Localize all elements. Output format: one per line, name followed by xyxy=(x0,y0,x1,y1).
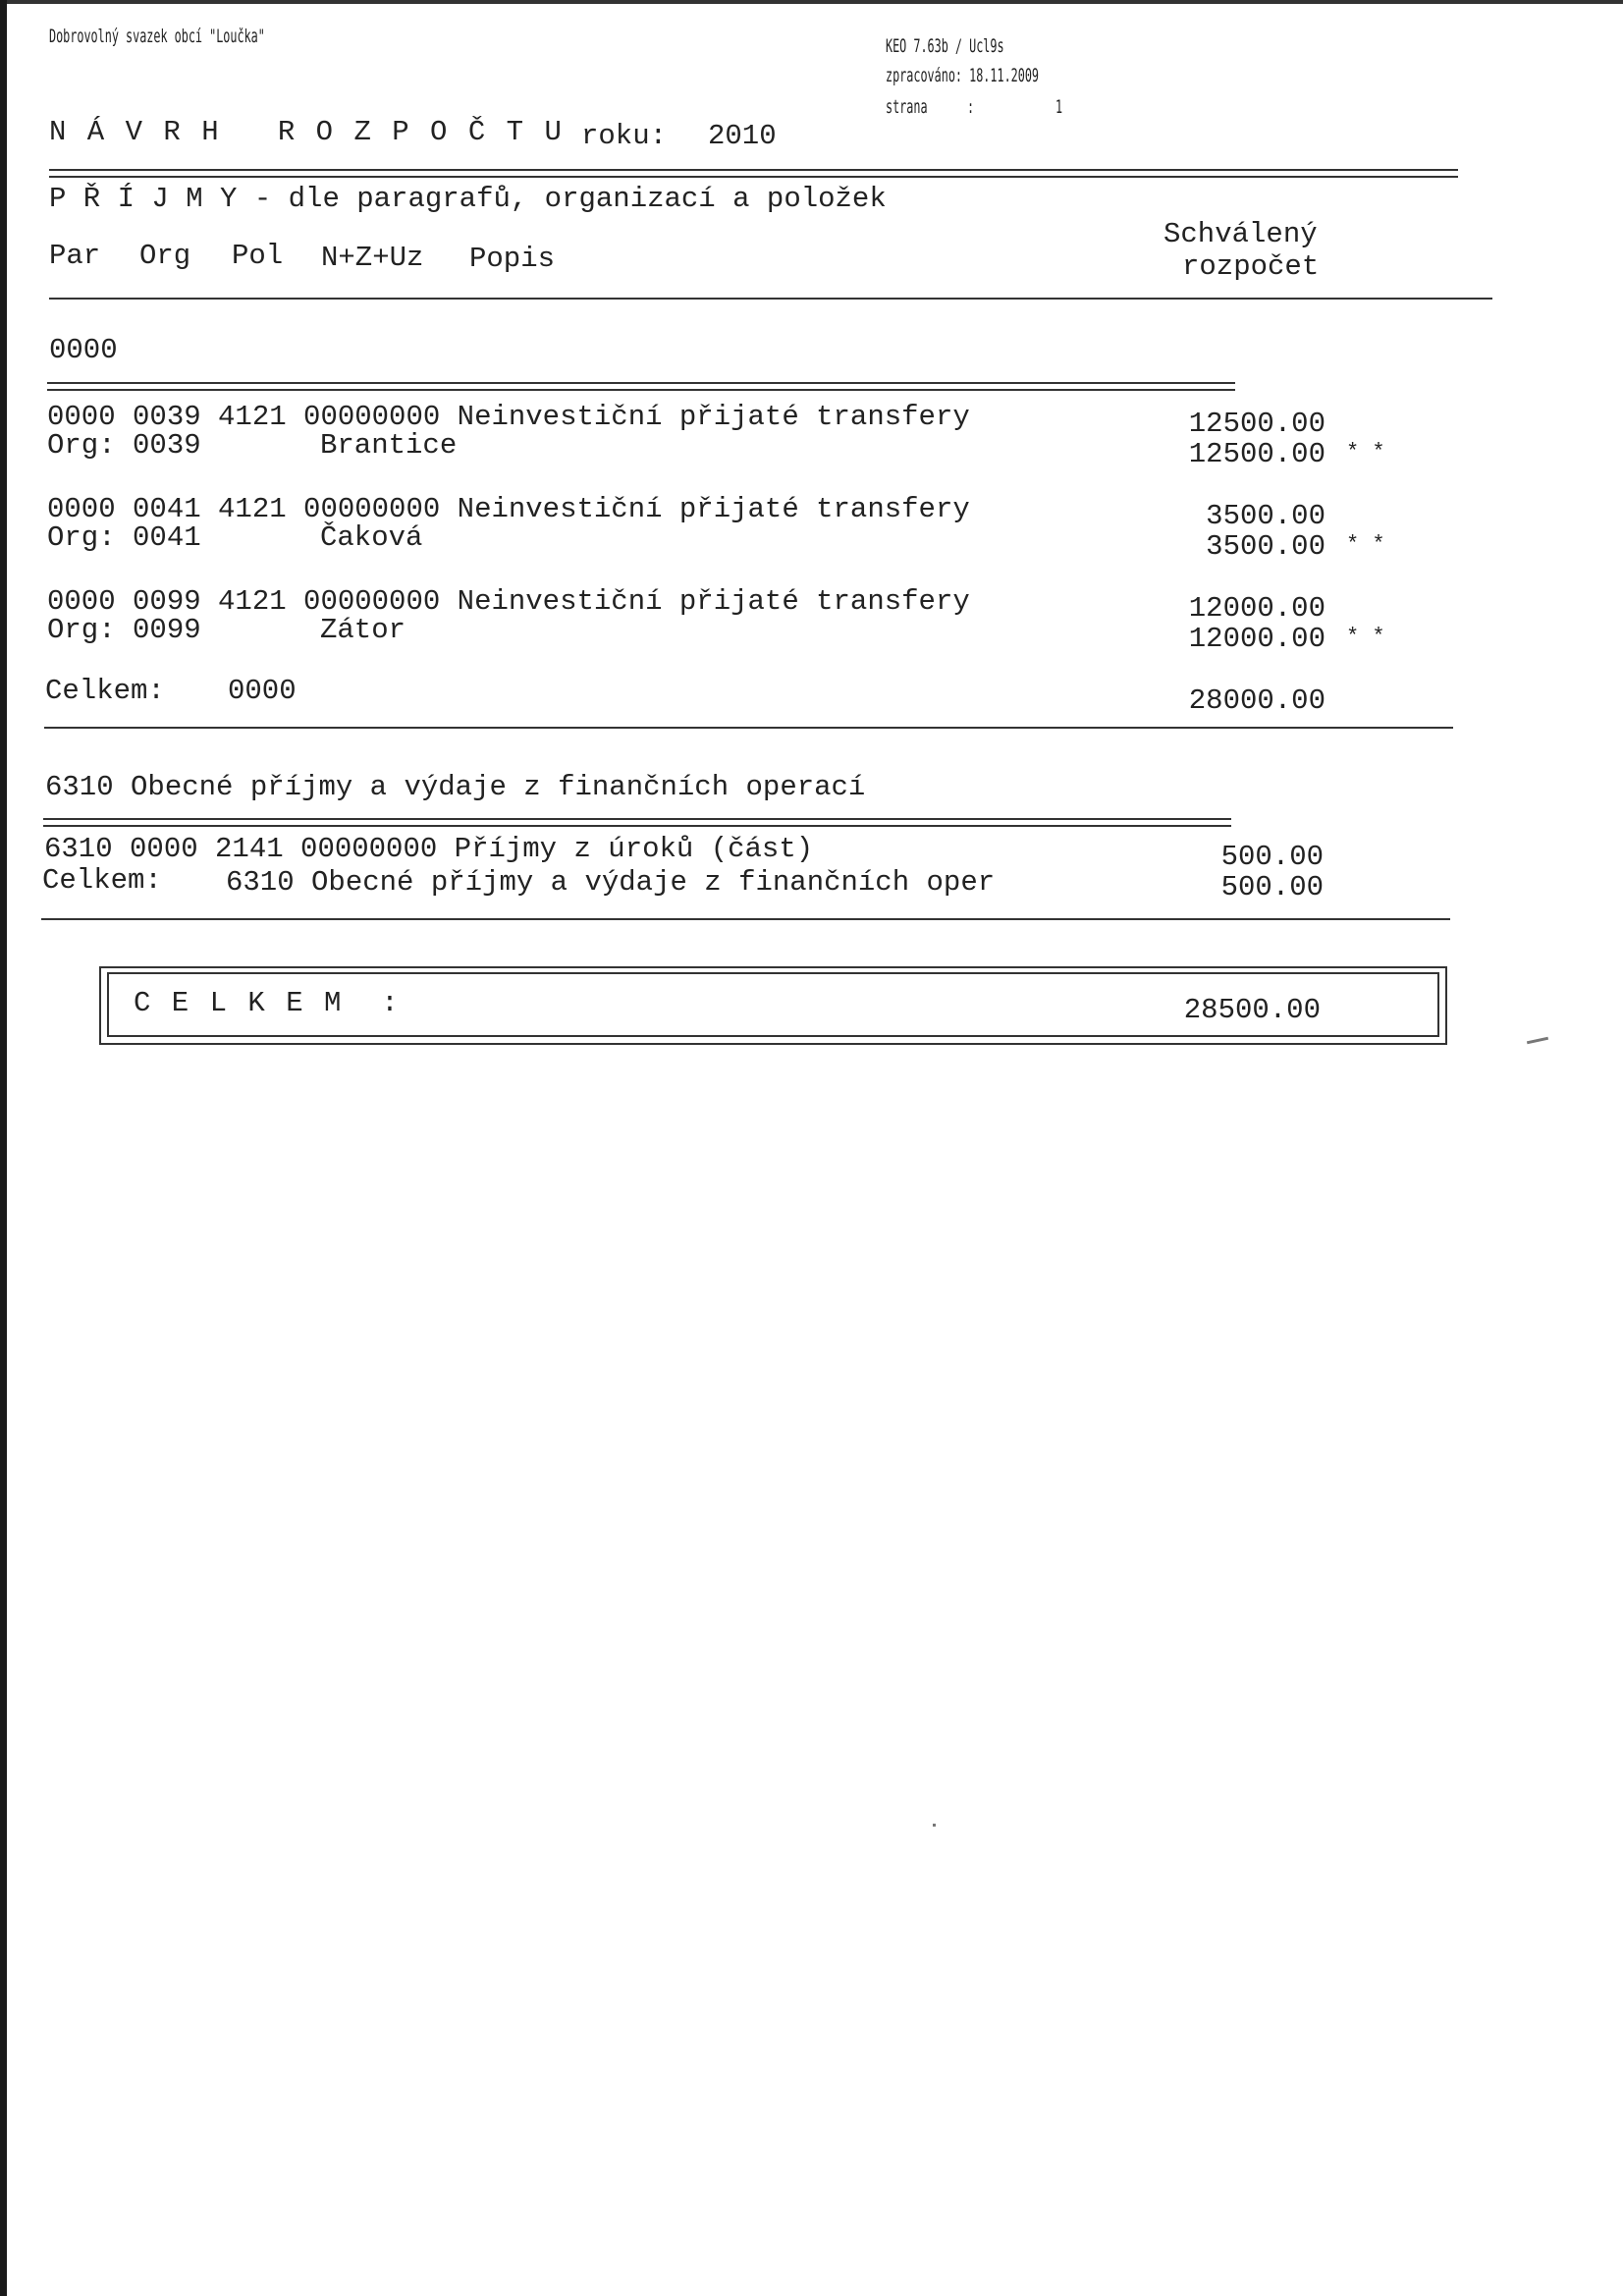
org-subtotal: 12000.00 xyxy=(1188,623,1325,655)
org-name: Čaková xyxy=(320,521,423,554)
budget-year: 2010 xyxy=(708,120,777,152)
page-title: N Á V R H R O Z P O Č T U xyxy=(49,116,564,148)
group-total-label: Celkem: xyxy=(42,864,162,897)
col-org: Org xyxy=(139,240,191,272)
page-number: 1 xyxy=(1055,96,1063,118)
page-separator: : xyxy=(967,96,975,118)
col-popis: Popis xyxy=(469,243,556,275)
grand-total-value: 28500.00 xyxy=(1183,994,1321,1026)
line-amount: 12000.00 xyxy=(1188,592,1325,625)
subtotal-marks: * * xyxy=(1346,625,1385,649)
group-heading: 0000 xyxy=(49,334,118,366)
line-amount: 12500.00 xyxy=(1188,408,1325,440)
header-divider xyxy=(49,169,1458,178)
col-budget-line1: Schválený xyxy=(1163,218,1318,250)
col-par: Par xyxy=(49,240,101,272)
group-heading-divider xyxy=(43,818,1231,827)
org-subtotal: 3500.00 xyxy=(1206,530,1325,563)
year-label: roku: xyxy=(581,120,668,152)
org-label: Org: 0041 xyxy=(47,521,201,554)
budget-line: 0000 0039 4121 00000000 Neinvestiční přijaté transfery xyxy=(47,401,970,433)
section-title: P Ř Í J M Y - dle paragrafů, organizací a položek xyxy=(49,183,887,215)
org-name: Zátor xyxy=(320,614,406,646)
processed-date: zpracováno: 18.11.2009 xyxy=(886,65,1040,86)
col-nzuz: N+Z+Uz xyxy=(321,242,424,274)
group-divider xyxy=(41,918,1450,920)
page-top-edge xyxy=(0,0,1623,4)
group-divider xyxy=(44,727,1453,729)
subtotal-marks: * * xyxy=(1346,532,1385,557)
group-heading-divider xyxy=(47,382,1235,391)
org-label: Org: 0099 xyxy=(47,614,201,646)
group-total-label: Celkem: xyxy=(45,675,165,707)
org-name: Brantice xyxy=(320,429,458,462)
subtotal-marks: * * xyxy=(1346,440,1385,465)
group-total: 28000.00 xyxy=(1188,684,1325,717)
grand-total-label: C E L K E M : xyxy=(134,987,401,1019)
budget-line: 0000 0099 4121 00000000 Neinvestiční přijaté transfery xyxy=(47,585,970,618)
budget-line: 0000 0041 4121 00000000 Neinvestiční přijaté transfery xyxy=(47,493,970,525)
line-amount: 500.00 xyxy=(1220,841,1324,873)
columns-divider xyxy=(49,298,1492,300)
org-subtotal: 12500.00 xyxy=(1188,438,1325,470)
col-budget-line2: rozpočet xyxy=(1182,250,1320,283)
budget-line: 6310 0000 2141 00000000 Příjmy z úroků (část) xyxy=(44,833,814,865)
group-total-code: 6310 Obecné příjmy a výdaje z finančních oper xyxy=(226,866,996,899)
group-total-code: 0000 xyxy=(228,675,297,707)
scan-left-edge xyxy=(0,0,7,2296)
software-version: KEO 7.63b / Ucl9s xyxy=(886,35,1004,57)
group-heading: 6310 Obecné příjmy a výdaje z finančních operací xyxy=(45,771,866,803)
org-label: Org: 0039 xyxy=(47,429,201,462)
page-label: strana xyxy=(886,96,928,118)
scan-speck xyxy=(1527,1037,1548,1045)
col-pol: Pol xyxy=(232,240,284,272)
scan-speck xyxy=(933,1824,936,1827)
line-amount: 3500.00 xyxy=(1206,500,1325,532)
group-total: 500.00 xyxy=(1220,871,1324,903)
organization-name: Dobrovolný svazek obcí "Loučka" xyxy=(49,26,265,47)
